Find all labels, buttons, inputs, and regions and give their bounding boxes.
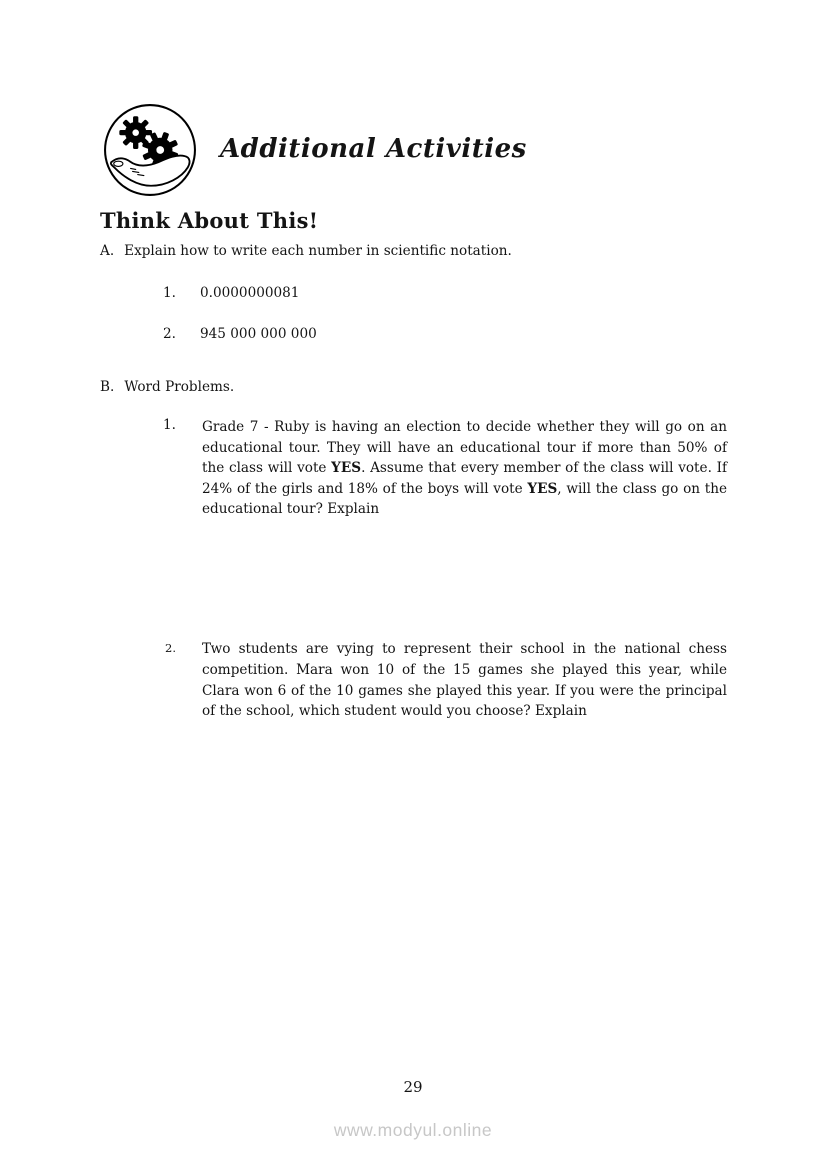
word-problem-1-marker: 1.	[163, 417, 176, 433]
section-b-heading	[100, 379, 234, 395]
section-a-text: Explain how to write each number in scientific notation.	[124, 243, 512, 259]
item-a2-marker: 2.	[163, 326, 176, 342]
word-problem-1	[202, 417, 727, 520]
bold-emphasis-yes: YES	[331, 460, 362, 477]
gears-on-hand-icon	[103, 103, 197, 197]
word-problem-2: Two students are vying to represent their school in the national chess competition. Mara won 10 of the 15 games she played this year, while Clara won 6 of the 10 games she played this year. If you were the principal of the school, which student would you choose? Explain	[202, 641, 727, 720]
word-problem-1-part: , will the class go on the educational tour? Explain	[202, 480, 727, 518]
word-problem-1-part: Grade 7 - Ruby is having an election to decide whether they will go on an educational tour. They will have an educational tour if more than 50% of the class will vote	[202, 419, 727, 477]
word-problem-1-part: . Assume that every member of the class will vote. If 24% of the girls and 18% of the boys will vote	[202, 460, 727, 497]
bold-emphasis-yes: YES	[527, 480, 558, 497]
watermark-text: www.modyul.online	[333, 1120, 493, 1140]
word-problem-2-marker: 2.	[165, 641, 176, 655]
section-a-label: A.	[100, 243, 115, 259]
think-about-this-heading: Think About This!	[100, 208, 319, 233]
page-title: Additional Activities	[220, 134, 527, 164]
section-b-label: B.	[100, 379, 115, 395]
hand-outline	[111, 156, 190, 186]
section-b-text: Word Problems.	[124, 379, 235, 395]
page-number: 29	[403, 1078, 423, 1096]
gears-on-hand-svg	[103, 103, 197, 197]
item-a1-value: 0.0000000081	[200, 285, 300, 301]
item-a2-value: 945 000 000 000	[200, 326, 317, 342]
item-a1-marker: 1.	[163, 285, 176, 301]
section-a-heading	[100, 243, 512, 259]
